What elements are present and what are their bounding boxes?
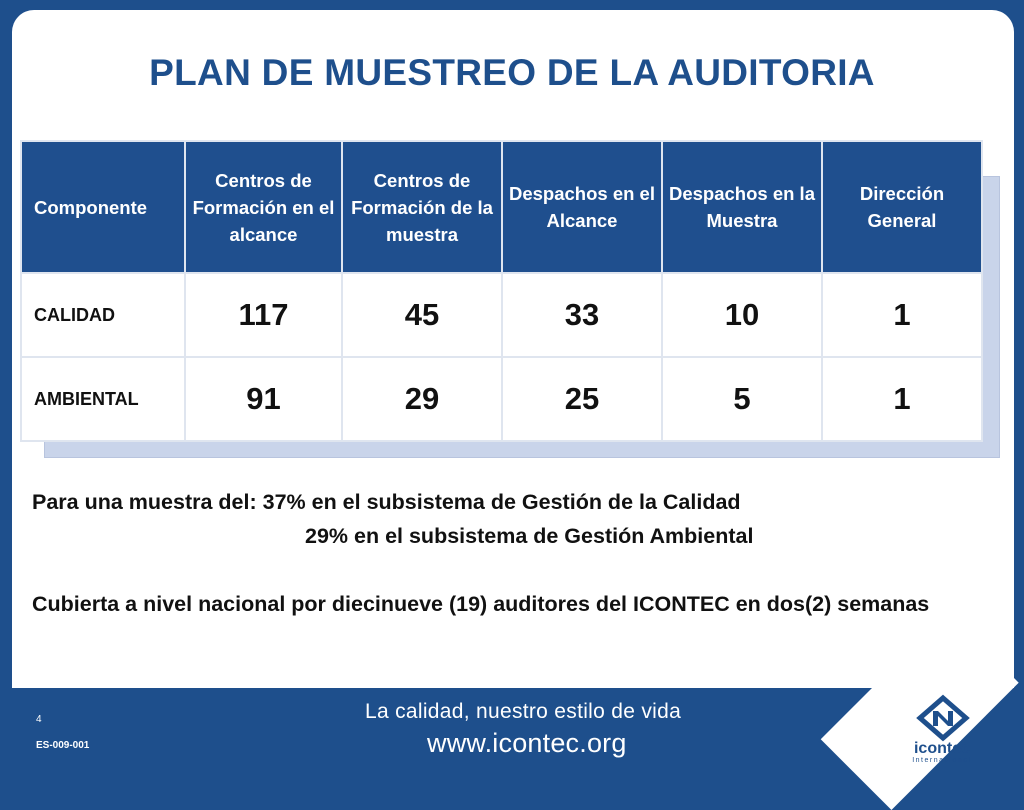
table-header-row bbox=[21, 141, 982, 273]
table-cell: 10 bbox=[662, 273, 822, 357]
logo-subtitle: Internacional bbox=[912, 757, 972, 764]
row-label-calidad: CALIDAD bbox=[21, 273, 185, 357]
slide-title: PLAN DE MUESTREO DE LA AUDITORIA bbox=[149, 52, 875, 93]
sample-note-calidad: Para una muestra del: 37% en el subsistema de Gestión de la Calidad bbox=[32, 490, 741, 514]
header-despachos-alcance: Despachos en el Alcance bbox=[502, 141, 662, 273]
header-centros-muestra: Centros de Formación de la muestra bbox=[342, 141, 502, 273]
table-cell: 5 bbox=[662, 357, 822, 441]
document-code: ES-009-001 bbox=[36, 740, 90, 751]
page-number: 4 bbox=[36, 714, 42, 725]
header-centros-alcance: Centros de Formación en el alcance bbox=[185, 141, 342, 273]
table-cell: 45 bbox=[342, 273, 502, 357]
coverage-note: Cubierta a nivel nacional por diecinueve (19) auditores del ICONTEC en dos(2) semanas bbox=[32, 592, 930, 616]
footer-website: www.icontec.org bbox=[427, 728, 627, 758]
header-direccion-general: Dirección General bbox=[822, 141, 982, 273]
table-cell: 1 bbox=[822, 273, 982, 357]
table-cell: 117 bbox=[185, 273, 342, 357]
sample-note-ambiental: 29% en el subsistema de Gestión Ambiental bbox=[305, 524, 754, 548]
table-cell: 25 bbox=[502, 357, 662, 441]
table-row bbox=[21, 273, 982, 357]
header-componente: Componente bbox=[21, 141, 185, 273]
table-cell: 29 bbox=[342, 357, 502, 441]
table-cell: 33 bbox=[502, 273, 662, 357]
logo-name: icontec bbox=[913, 740, 970, 757]
table-cell: 1 bbox=[822, 357, 982, 441]
header-despachos-muestra: Despachos en la Muestra bbox=[662, 141, 822, 273]
footer-slogan: La calidad, nuestro estilo de vida bbox=[365, 700, 682, 723]
table-row bbox=[21, 357, 982, 441]
table-cell: 91 bbox=[185, 357, 342, 441]
row-label-ambiental: AMBIENTAL bbox=[21, 357, 185, 441]
sampling-table bbox=[20, 140, 983, 442]
